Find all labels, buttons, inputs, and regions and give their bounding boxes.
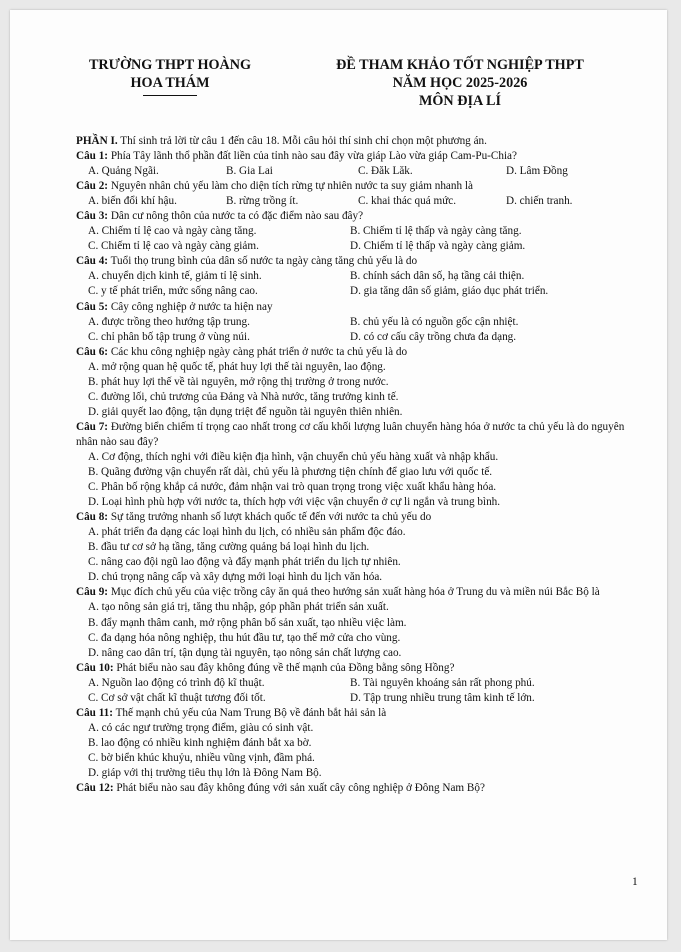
question-label: Câu 7:: [76, 420, 109, 433]
school-year: NĂM HỌC 2025-2026: [392, 75, 528, 91]
option-d: D. gia tăng dân số giảm, giáo dục phát triển.: [350, 285, 549, 298]
question-text: Cây công nghiệp ở nước ta hiện nay: [108, 300, 273, 313]
question-8: [76, 510, 648, 525]
question-text: Đường biển chiếm tỉ trọng cao nhất trong cơ cấu khối lượng luân chuyển hàng hóa ở nước ta chủ yếu là do nguyên nhân nào sau đây?: [76, 420, 625, 448]
question-4: [76, 254, 648, 269]
part-text: Thí sinh trả lời từ câu 1 đến câu 18. Mỗi câu hỏi thí sinh chỉ chọn một phương án.: [117, 135, 487, 147]
option-b: B. chủ yếu là có nguồn gốc cận nhiệt.: [350, 315, 519, 328]
option-b: B. rừng trồng ít.: [226, 195, 299, 208]
option-c: C. đường lối, chủ trương của Đảng và Nhà nước, tăng trưởng kinh tế.: [88, 390, 399, 403]
question-text: Mục đích chủ yếu của việc trồng cây ăn quả theo hướng sản xuất hàng hóa ở Trung du và miền núi Bắc Bộ là: [108, 586, 600, 599]
option-d: D. Lâm Đồng: [506, 165, 568, 178]
question-label: Câu 8:: [76, 511, 109, 524]
option-b: B. phát huy lợi thế về tài nguyên, mở rộng thị trường ở trong nước.: [88, 375, 389, 388]
options-row: [76, 239, 648, 254]
question-7: [76, 420, 648, 450]
option-a: A. tạo nông sản giá trị, tăng thu nhập, góp phần phát triển sản xuất.: [88, 601, 389, 614]
question-5: [76, 300, 648, 315]
option-b: B. Gia Lai: [226, 165, 273, 178]
school-header: [70, 56, 270, 96]
option-b: B. Tài nguyên khoáng sản rất phong phú.: [350, 676, 535, 689]
option-a: A. Cơ động, thích nghi với điều kiện địa hình, vận chuyển chủ yếu hàng xuất và nhập khẩu.: [88, 450, 499, 463]
question-text: Dân cư nông thôn của nước ta có đặc điểm nào sau đây?: [108, 210, 364, 223]
option-c: C. Chiếm tỉ lệ cao và ngày càng giảm.: [88, 240, 259, 253]
options-row: [76, 194, 648, 209]
question-12: [76, 781, 648, 796]
school-name-line2: HOA THÁM: [130, 75, 210, 91]
option-c: C. bờ biển khúc khuỷu, nhiều vũng vịnh, đầm phá.: [88, 751, 315, 764]
question-label: Câu 1:: [76, 150, 109, 163]
question-text: Phía Tây lãnh thổ phần đất liền của tỉnh nào sau đây vừa giáp Lào vừa giáp Cam-Pu-Chia?: [108, 150, 517, 163]
options-row: [76, 224, 648, 239]
options-row: [76, 315, 648, 330]
question-label: Câu 3:: [76, 210, 109, 223]
options-row: [76, 284, 648, 299]
option-b: B. chính sách dân số, hạ tầng cải thiện.: [350, 270, 525, 283]
option-a: A. Chiếm tỉ lệ cao và ngày càng tăng.: [88, 225, 257, 238]
question-text: Tuổi thọ trung bình của dân số nước ta ngày càng tăng chủ yếu là do: [108, 255, 418, 268]
option-c: C. y tế phát triển, mức sống nâng cao.: [88, 285, 258, 298]
option-d: D. chiến tranh.: [506, 195, 573, 208]
option-c: C. nâng cao đội ngũ lao động và đẩy mạnh phát triển du lịch tự nhiên.: [88, 556, 401, 569]
option-a: A. Quảng Ngãi.: [88, 165, 159, 178]
page-number: 1: [632, 876, 638, 888]
option-a: A. mở rộng quan hệ quốc tế, phát huy lợi thế tài nguyên, lao động.: [88, 360, 386, 373]
option-a: A. được trồng theo hướng tập trung.: [88, 315, 250, 328]
question-text: Nguyên nhân chủ yếu làm cho diện tích rừng tự nhiên nước ta suy giảm nhanh là: [108, 180, 473, 193]
option-b: B. Quãng đường vận chuyển rất dài, chủ yếu là phương tiện chính để giao lưu với quốc tế.: [88, 466, 493, 479]
school-name-line1: TRƯỜNG THPT HOÀNG: [88, 57, 252, 73]
question-2: [76, 179, 648, 194]
exam-title: ĐỀ THAM KHẢO TỐT NGHIỆP THPT: [336, 57, 584, 73]
option-a: A. Nguồn lao động có trình độ kĩ thuật.: [88, 676, 265, 689]
option-c: C. khai thác quá mức.: [358, 195, 457, 208]
question-9: [76, 585, 648, 600]
option-d: D. có cơ cấu cây trồng chưa đa dạng.: [350, 330, 517, 343]
option-c: C. Đăk Lăk.: [358, 165, 413, 178]
option-d: D. Chiếm tỉ lệ thấp và ngày càng giảm.: [350, 240, 526, 253]
question-label: Câu 10:: [76, 661, 114, 674]
option-d: D. giải quyết lao động, tận dụng triệt để nguồn tài nguyên thiên nhiên.: [88, 405, 403, 418]
option-c: C. Phân bố rộng khắp cả nước, đảm nhận vai trò quan trọng trong việc xuất khẩu hàng hóa.: [88, 481, 497, 494]
question-label: Câu 5:: [76, 300, 109, 313]
option-d: D. chú trọng nâng cấp và xây dựng mới loại hình du lịch văn hóa.: [88, 571, 383, 584]
option-a: A. phát triển đa dạng các loại hình du lịch, có nhiều sản phẩm độc đáo.: [88, 526, 406, 539]
question-text: Phát biểu nào sau đây không đúng về thế mạnh của Đồng bằng sông Hồng?: [113, 661, 455, 674]
option-b: B. lao động có nhiều kinh nghiệm đánh bắt xa bờ.: [88, 736, 312, 749]
option-d: D. Tập trung nhiều trung tâm kinh tế lớn.: [350, 691, 535, 704]
question-text: Thế mạnh chủ yếu của Nam Trung Bộ về đánh bắt hải sản là: [113, 706, 387, 719]
document-page: [10, 10, 667, 940]
question-11: [76, 706, 648, 721]
question-text: Sự tăng trưởng nhanh số lượt khách quốc tế đến với nước ta chủ yếu do: [108, 511, 432, 524]
option-a: A. có các ngư trường trọng điểm, giàu có sinh vật.: [88, 721, 314, 734]
option-c: C. đa dạng hóa nông nghiệp, thu hút đầu tư, tạo thế mở cửa cho vùng.: [88, 631, 401, 644]
option-a: A. chuyển dịch kinh tế, giảm tỉ lệ sinh.: [88, 270, 262, 283]
question-1: [76, 149, 648, 164]
option-b: B. đầu tư cơ sở hạ tầng, tăng cường quảng bá loại hình du lịch.: [88, 541, 370, 554]
subject: MÔN ĐỊA LÍ: [419, 93, 501, 109]
question-label: Câu 4:: [76, 255, 109, 268]
question-label: Câu 6:: [76, 345, 109, 358]
question-10: [76, 661, 648, 676]
question-3: [76, 209, 648, 224]
part-label: PHẦN I.: [76, 135, 118, 147]
exam-header: [315, 56, 605, 110]
question-text: Các khu công nghiệp ngày càng phát triển ở nước ta chủ yếu là do: [108, 345, 408, 358]
option-b: B. Chiếm tỉ lệ thấp và ngày càng tăng.: [350, 225, 522, 238]
option-a: A. biến đổi khí hậu.: [88, 195, 177, 208]
option-d: D. nâng cao dân trí, tận dụng tài nguyên, tạo nông sản chất lượng cao.: [88, 646, 402, 659]
options-row: [76, 164, 648, 179]
question-label: Câu 9:: [76, 586, 109, 599]
options-row: [76, 330, 648, 345]
option-b: B. đẩy mạnh thâm canh, mở rộng phân bố sản xuất, tạo nhiều việc làm.: [88, 616, 407, 629]
exam-content: [76, 134, 648, 796]
options-row: [76, 269, 648, 284]
question-6: [76, 345, 648, 360]
options-row: [76, 676, 648, 691]
header-underline: [143, 95, 197, 96]
question-label: Câu 12:: [76, 782, 114, 795]
options-row: [76, 691, 648, 706]
question-label: Câu 2:: [76, 180, 109, 193]
question-text: Phát biểu nào sau đây không đúng với sản xuất cây công nghiệp ở Đông Nam Bộ?: [113, 782, 485, 795]
question-label: Câu 11:: [76, 706, 113, 719]
option-d: D. Loại hình phù hợp với nước ta, thích hợp với việc vận chuyển ở cự li ngắn và trung bình.: [88, 496, 501, 509]
option-c: C. Cơ sở vật chất kĩ thuật tương đối tốt.: [88, 691, 266, 704]
option-c: C. chỉ phân bố tập trung ở vùng núi.: [88, 330, 250, 343]
option-d: D. giáp với thị trường tiêu thụ lớn là Đông Nam Bộ.: [88, 766, 322, 779]
part-instruction: [76, 134, 648, 149]
